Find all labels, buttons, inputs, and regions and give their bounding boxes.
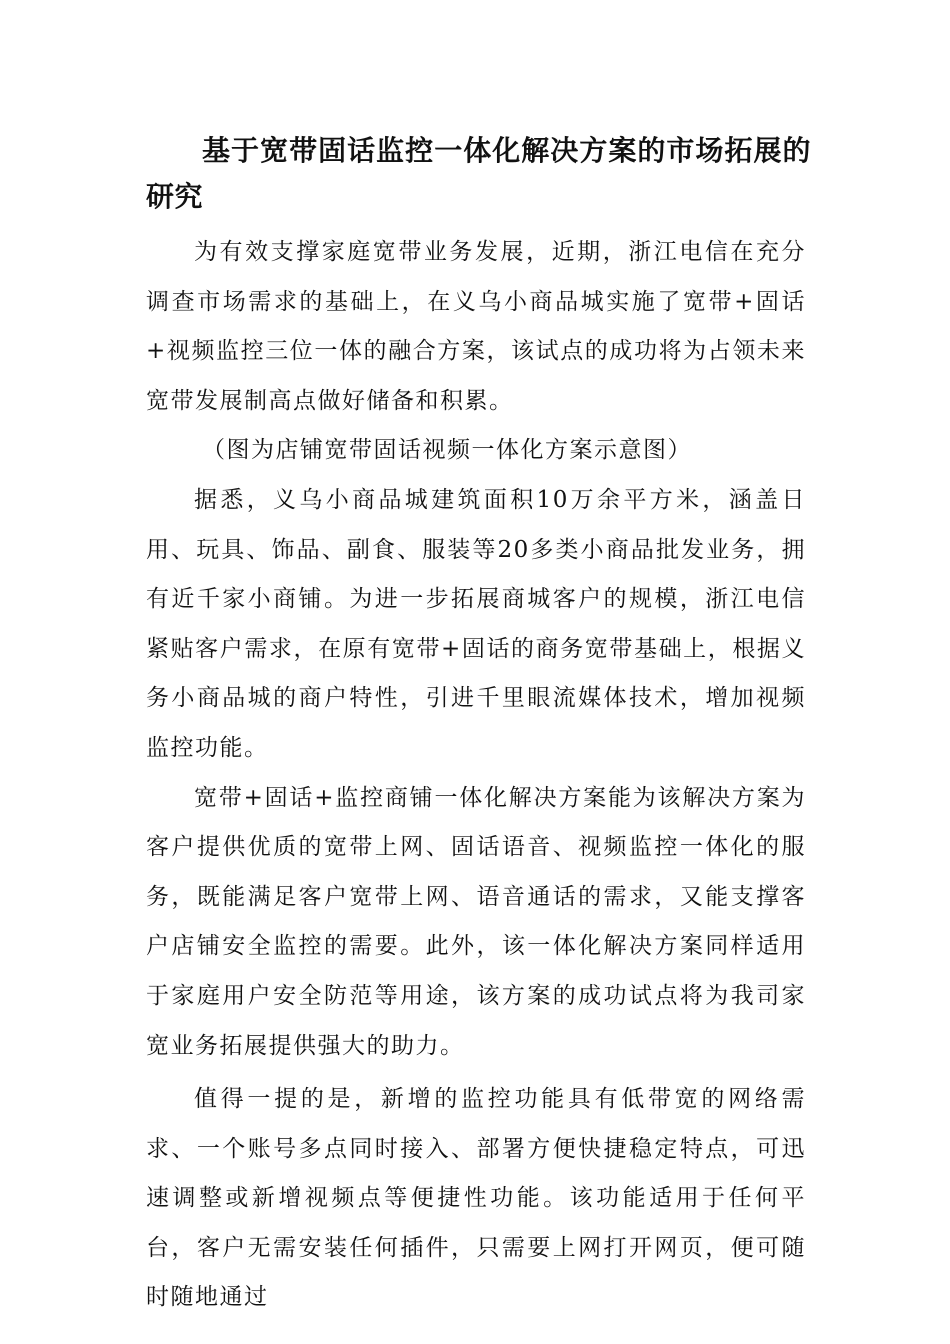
- figure-caption: （图为店铺宽带固话视频一体化方案示意图）: [202, 437, 692, 464]
- paragraph-market-info: 据悉，义乌小商品城建筑面积10万余平方米，涵盖日用、玩具、饰品、副食、服装等20多类小商品批发业务，拥有近千家小商铺。为进一步拓展商城客户的规模，浙江电信紧贴客户需求，在原有宽带+固话的商务宽带基础上，根据义务小商品城的商户特性，引进千里眼流媒体技术，增加视频监控功能。: [146, 486, 806, 761]
- paragraph-solution: 宽带+固话+监控商铺一体化解决方案能为该解决方案为客户提供优质的宽带上网、固话语音、视频监控一体化的服务，既能满足客户宽带上网、语音通话的需求，又能支撑客户店铺安全监控的需要。此外，该一体化解决方案同样适用于家庭用户安全防范等用途，该方案的成功试点将为我司家宽业务拓展提供强大的助力。: [146, 784, 806, 1059]
- paragraph-intro: 为有效支撑家庭宽带业务发展，近期，浙江电信在充分调查市场需求的基础上，在义乌小商品城实施了宽带+固话+视频监控三位一体的融合方案，该试点的成功将为占领未来宽带发展制高点做好储备和积累。: [146, 239, 806, 414]
- paragraph-features: 值得一提的是，新增的监控功能具有低带宽的网络需求、一个账号多点同时接入、部署方便快捷稳定特点，可迅速调整或新增视频点等便捷性功能。该功能适用于任何平台，客户无需安装任何插件，只需要上网打开网页，便可随时随地通过: [146, 1086, 806, 1311]
- document-title: 基于宽带固话监控一体化解决方案的市场拓展的研究: [146, 134, 811, 213]
- document-body: [146, 228, 806, 1323]
